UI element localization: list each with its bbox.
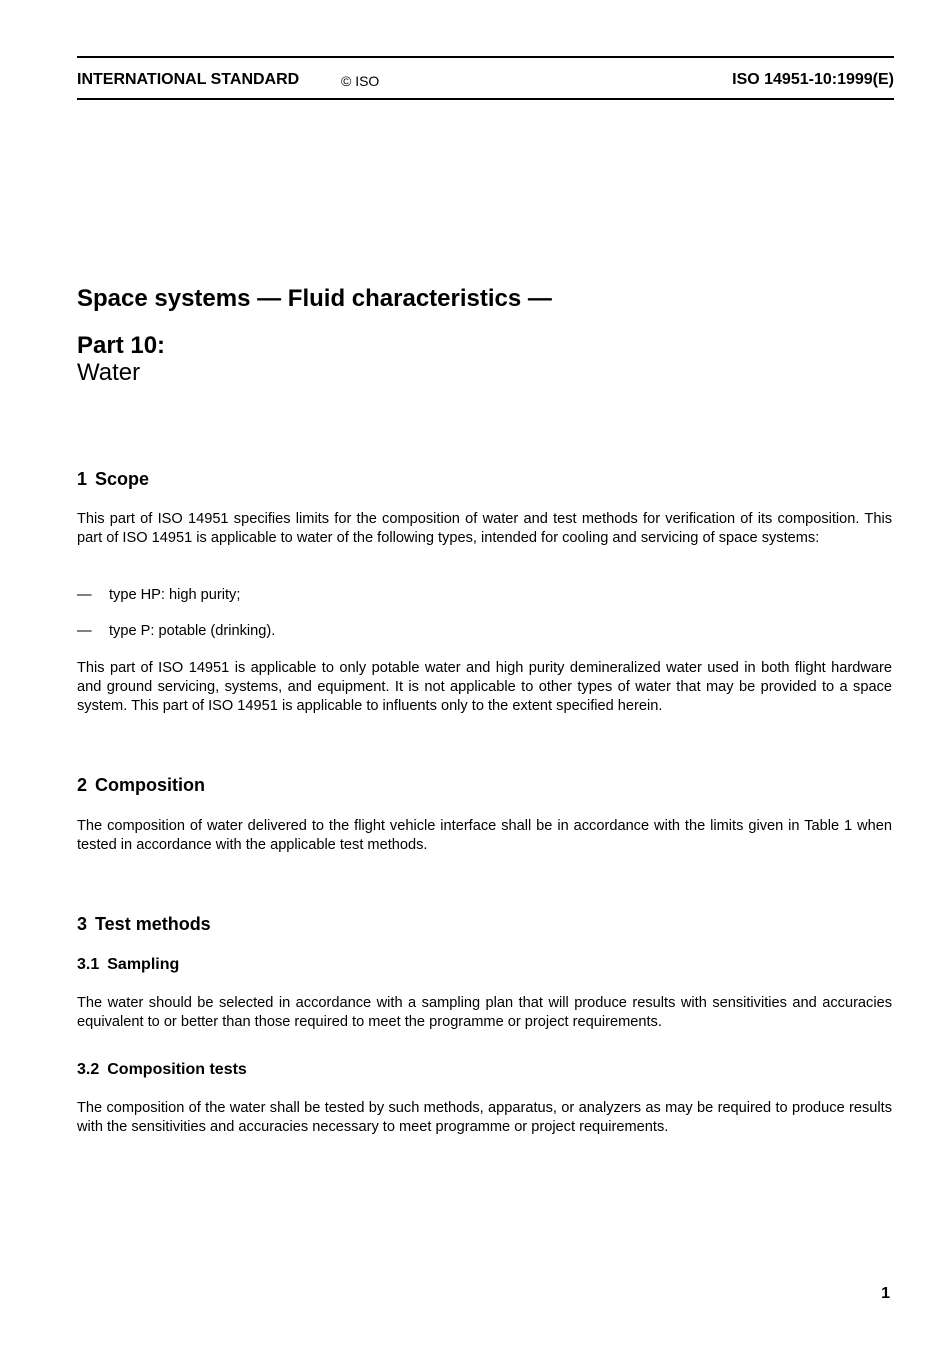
header-rule-top — [77, 56, 894, 58]
subsection-number: 3.1 — [77, 956, 100, 973]
list-item — [77, 586, 240, 605]
header-copyright: © ISO — [341, 73, 380, 89]
scope-paragraph-1: This part of ISO 14951 specifies limits for the composition of water and test methods for verification of its composition. This part of ISO 14951 is applicable to water of the following types, intended for cooling and servicing of space systems: — [77, 511, 892, 546]
section-title: Test methods — [95, 914, 211, 934]
section-heading-scope — [77, 468, 149, 490]
composition-tests-paragraph: The composition of the water shall be tested by such methods, apparatus, or analyzers as may be required to produce results with the sensitivities and accuracies necessary to meet programme or project requirements. — [77, 1100, 892, 1135]
subsection-number: 3.2 — [77, 1061, 100, 1078]
subsection-title: Composition tests — [107, 1061, 247, 1078]
composition-paragraph: The composition of water delivered to the flight vehicle interface shall be in accordance with the limits given in Table 1 when tested in accordance with the applicable test methods. — [77, 818, 892, 853]
section-number: 1 — [77, 469, 88, 489]
header-rule-bottom — [77, 98, 894, 100]
list-item-text: type P: potable (drinking). — [109, 623, 276, 639]
section-heading-composition — [77, 774, 205, 796]
document-title: Space systems — Fluid characteristics — — [77, 285, 552, 312]
document-part: Part 10: — [77, 332, 166, 359]
section-title: Composition — [95, 775, 206, 795]
section-number: 3 — [77, 914, 88, 934]
subsection-title: Sampling — [107, 956, 180, 973]
page-number: 1 — [881, 1285, 890, 1302]
list-item — [77, 622, 275, 641]
header-standard-number: ISO 14951-10:1999(E) — [732, 71, 894, 88]
subsection-heading-composition-tests — [77, 1060, 247, 1080]
section-heading-test-methods — [77, 913, 211, 935]
scope-paragraph-2: This part of ISO 14951 is applicable to only potable water and high purity demineralized water used in both flight hardware and ground servicing, systems, and equipment. It is not applicable to other types of water that may be provided to a space system. This part of ISO 14951 is applicable to influents only to the extent specified herein. — [77, 660, 892, 714]
section-title: Scope — [95, 469, 150, 489]
subsection-heading-sampling — [77, 955, 179, 975]
header-document-type: INTERNATIONAL STANDARD — [77, 71, 300, 88]
list-item-text: type HP: high purity; — [109, 587, 241, 603]
section-number: 2 — [77, 775, 88, 795]
document-subtitle: Water — [77, 359, 141, 386]
dash-marker: — — [77, 587, 92, 603]
dash-marker: — — [77, 623, 92, 639]
sampling-paragraph: The water should be selected in accordance with a sampling plan that will produce results with sensitivities and accuracies equivalent to or better than those required to meet the programme or project requirements. — [77, 995, 892, 1030]
